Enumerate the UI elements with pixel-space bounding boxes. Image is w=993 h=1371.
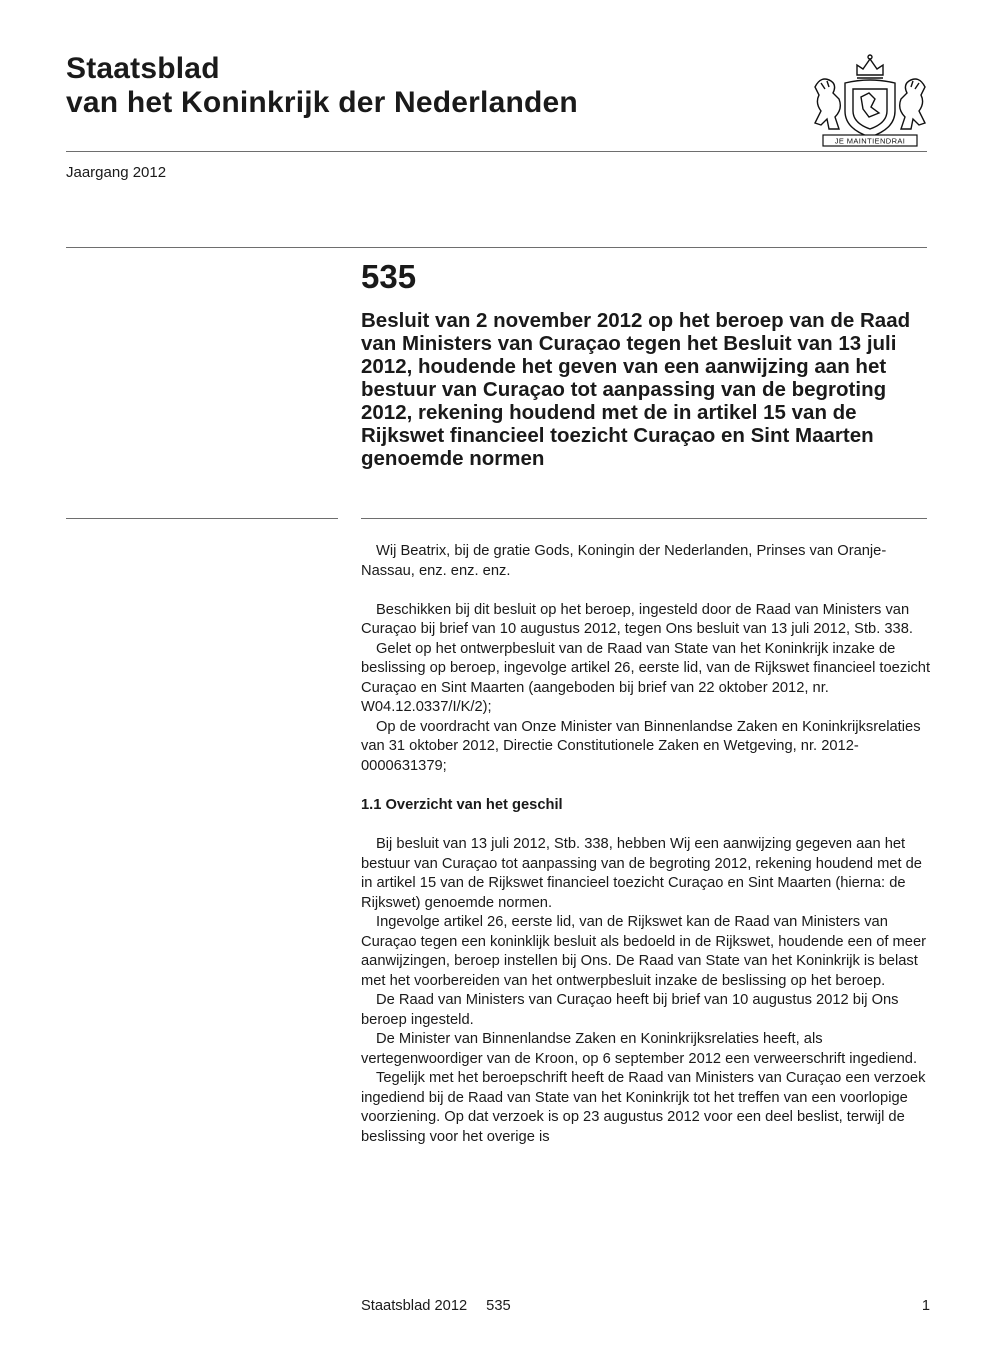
heading-divider-right bbox=[361, 518, 927, 519]
section-paragraph: Ingevolge artikel 26, eerste lid, van de Rijkswet kan de Raad van Ministers van Curaçao tegen een koninklijk besluit als bedoeld in de Rijkswet, houdende een of meer aanwijzingen, beroep instellen bij Ons. De Raad van State van het Koninkrijk is belast met het voorbereiden van het ontwerpbesluit inzake de beslissing op het beroep. bbox=[361, 914, 927, 989]
emblem-motto: JE MAINTIENDRAI bbox=[834, 136, 906, 146]
masthead-title-line-1: Staatsblad bbox=[66, 52, 220, 85]
heading-divider-left bbox=[66, 518, 338, 519]
section-paragraph: Bij besluit van 13 juli 2012, Stb. 338, hebben Wij een aanwijzing gegeven aan het bestuur van Curaçao tot aanpassing van de begroting 2012, rekening houdend met de in artikel 15 van de Rijkswet financieel toezicht Curaçao en Sint Maarten (hierna: de Rijkswet) genoemde normen. bbox=[361, 836, 922, 911]
preamble-paragraph: Wij Beatrix, bij de gratie Gods, Koningin der Nederlanden, Prinses van Oranje-Nassau, enz. enz. enz. bbox=[361, 543, 887, 579]
footer-publication: Staatsblad 2012 bbox=[361, 1298, 468, 1314]
document-heading: Besluit van 2 november 2012 op het beroep van de Raad van Ministers van Curaçao tegen het Besluit van 13 juli 2012, houdende het geven van een aanwijzing aan het bestuur van Curaçao tot aanpassing van de begroting 2012, rekening houdend met de in artikel 15 van de Rijkswet financieel toezicht Curaçao en Sint Maarten genoemde normen bbox=[361, 309, 911, 470]
document-body bbox=[361, 542, 936, 1147]
page-footer bbox=[361, 1298, 511, 1314]
consideration-paragraph: Gelet op het ontwerpbesluit van de Raad van State van het Koninkrijk inzake de beslissing op beroep, ingevolge artikel 26, eerste lid, van de Rijkswet financieel toezicht Curaçao en Sint Maarten (aangeboden bij brief van 22 oktober 2012, nr. W04.12.0337/I/K/2); bbox=[361, 640, 931, 715]
coat-of-arms-emblem-icon bbox=[811, 53, 929, 148]
consideration-paragraph: Beschikken bij dit besluit op het beroep, ingesteld door de Raad van Ministers van Curaçao bij brief van 10 augustus 2012, tegen Ons besluit van 13 juli 2012, Stb. 338. bbox=[361, 601, 913, 637]
footer-document-number: 535 bbox=[486, 1298, 511, 1314]
section-paragraph: De Minister van Binnenlandse Zaken en Koninkrijksrelaties heeft, als vertegenwoordiger van de Kroon, op 6 september 2012 een verweerschrift ingediend. bbox=[361, 1031, 918, 1067]
section-heading: 1.1 Overzicht van het geschil bbox=[361, 797, 563, 813]
masthead-title bbox=[66, 52, 578, 120]
document-number: 535 bbox=[361, 258, 417, 295]
masthead-divider bbox=[66, 151, 927, 152]
section-paragraph: De Raad van Ministers van Curaçao heeft bij brief van 10 augustus 2012 bij Ons beroep ingesteld. bbox=[361, 992, 899, 1028]
section-divider-top bbox=[66, 247, 927, 248]
page-number: 1 bbox=[921, 1298, 930, 1314]
volume-year: Jaargang 2012 bbox=[66, 164, 167, 181]
section-paragraph: Tegelijk met het beroepschrift heeft de Raad van Ministers van Curaçao een verzoek ingediend bij de Raad van State van het Koninkrijk tot het treffen van een voorlopige voorziening. Op dat verzoek is op 23 augustus 2012 voor een deel beslist, terwijl de beslissing voor het overige is bbox=[361, 1070, 926, 1145]
consideration-paragraph: Op de voordracht van Onze Minister van Binnenlandse Zaken en Koninkrijksrelaties van 31 oktober 2012, Directie Constitutionele Zaken en Wetgeving, nr. 2012-0000631379; bbox=[361, 718, 921, 774]
masthead-title-line-2: van het Koninkrijk der Nederlanden bbox=[66, 86, 578, 119]
